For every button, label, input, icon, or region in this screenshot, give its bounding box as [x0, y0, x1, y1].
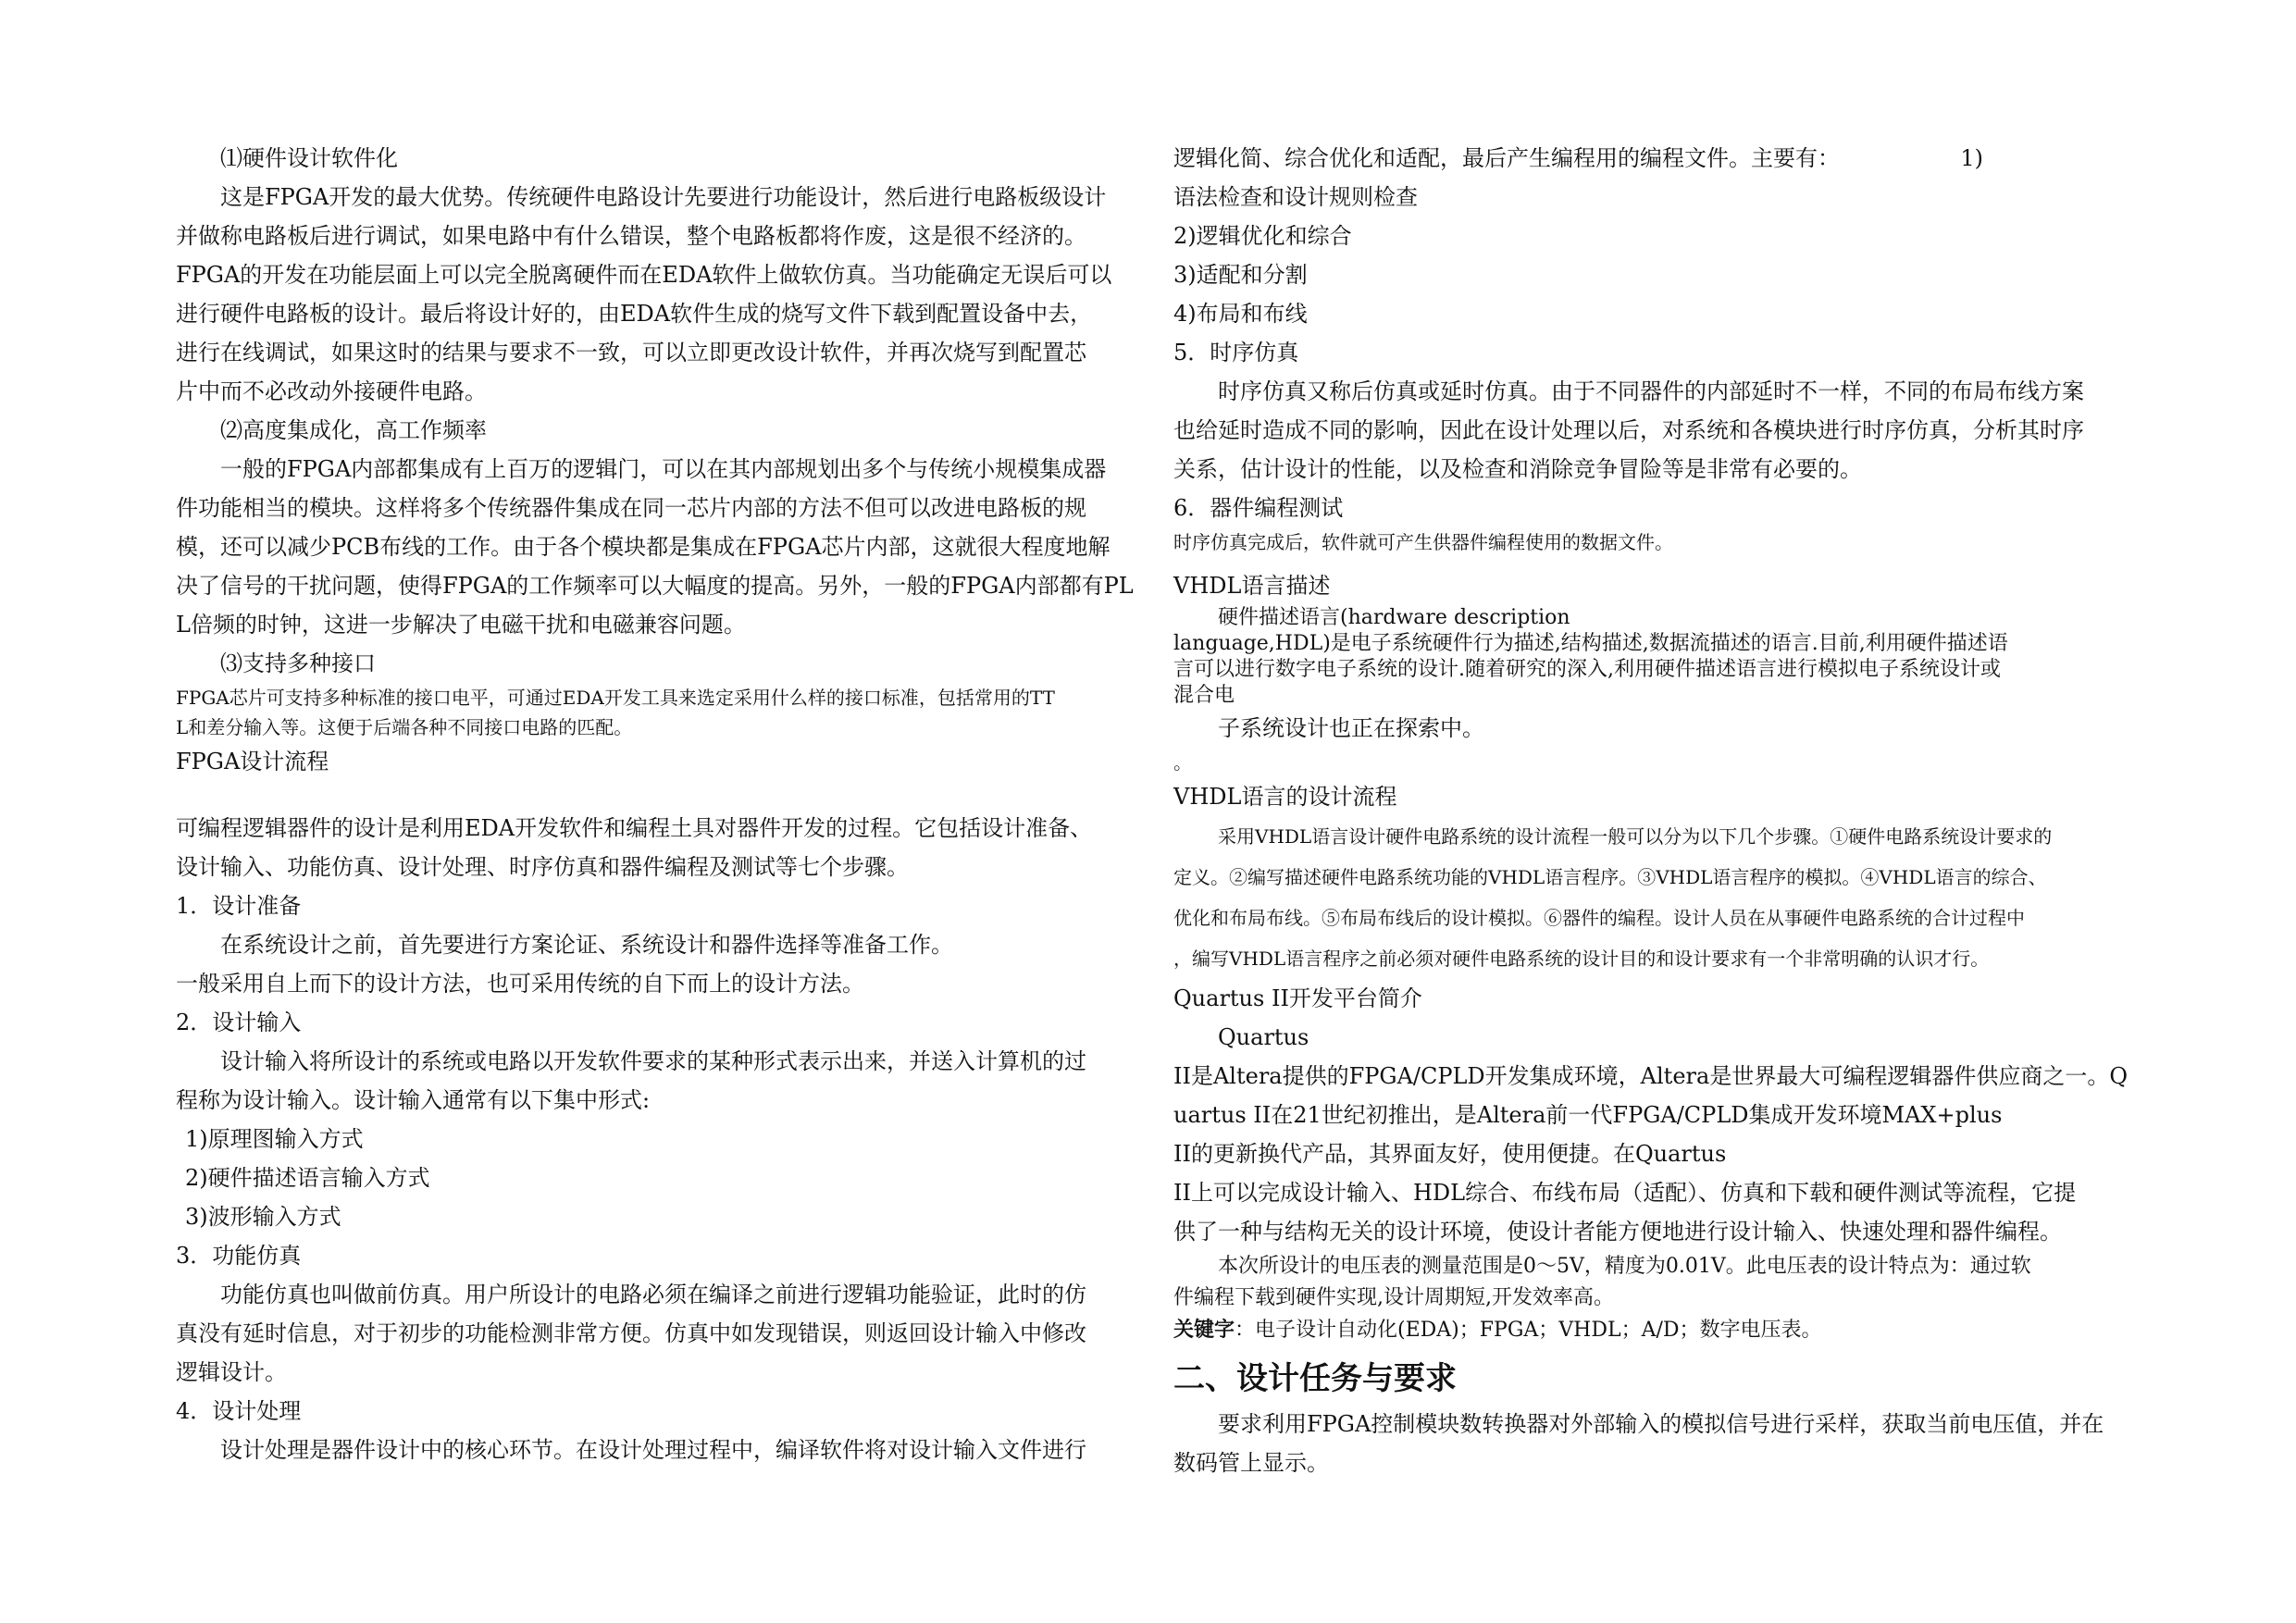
paragraph-line: 模，还可以减少PCB布线的工作。由于各个模块都是集成在FPGA芯片内部，这就很大程度地解 [176, 534, 1111, 560]
paragraph-line: 设计处理是器件设计中的核心环节。在设计处理过程中，编译软件将对设计输入文件进行 [220, 1437, 1086, 1463]
step-title: 1．设计准备 [176, 893, 302, 919]
step-title: 3．功能仿真 [176, 1243, 302, 1269]
paragraph-line: L倍频的时钟，这进一步解决了电磁干扰和电磁兼容问题。 [176, 612, 746, 638]
paragraph-line: 优化和布局布线。⑤布局布线后的设计模拟。⑥器件的编程。设计人员在从事硬件电路系统的合计过程中 [1173, 907, 2025, 929]
paragraph-line: 这是FPGA开发的最大优势。传统硬件电路设计先要进行功能设计，然后进行电路板级设计 [220, 184, 1107, 210]
paragraph-line: 可编程逻辑器件的设计是利用EDA开发软件和编程土具对器件开发的过程。它包括设计准备、 [176, 815, 1093, 841]
paragraph-line: 也给延时造成不同的影响，因此在设计处理以后，对系统和各模块进行时序仿真，分析其时序 [1173, 417, 2084, 443]
paragraph-line: 采用VHDL语言设计硬件电路系统的设计流程一般可以分为以下几个步骤。①硬件电路系统设计要求的 [1218, 825, 2053, 848]
paragraph-line: 并做称电路板后进行调试，如果电路中有什么错误，整个电路板都将作废，这是很不经济的。 [176, 223, 1086, 249]
list-item: 1)原理图输入方式 [185, 1126, 364, 1152]
list-item: 语法检查和设计规则检查 [1173, 184, 1418, 210]
continued-text: 逻辑化简、综合优化和适配，最后产生编程用的编程文件。主要有： [1173, 145, 1840, 171]
paragraph-line: 关系，估计设计的性能，以及检查和消除竞争冒险等是非常有必要的。 [1173, 456, 1862, 482]
step-title: 6．器件编程测试 [1173, 495, 1344, 521]
paragraph-line: 硬件描述语言(hardware description [1218, 606, 1570, 629]
paragraph-line: 逻辑设计。 [176, 1359, 287, 1385]
paragraph-line: 供了一种与结构无关的设计环境，使设计者能方便地进行设计输入、快速处理和器件编程。 [1173, 1219, 2062, 1245]
paragraph-line: 进行硬件电路板的设计。最后将设计好的，由EDA软件生成的烧写文件下载到配置设备中去， [176, 301, 1093, 327]
paragraph-line [1173, 139, 2131, 178]
paragraph-line: 要求利用FPGA控制模块数转换器对外部输入的模拟信号进行采样，获取当前电压值，并在 [1218, 1411, 2104, 1437]
paragraph-line: FPGA的开发在功能层面上可以完全脱离硬件而在EDA软件上做软仿真。当功能确定无误后可以 [176, 262, 1112, 288]
paragraph-line: 时序仿真又称后仿真或延时仿真。由于不同器件的内部延时不一样，不同的布局布线方案 [1218, 378, 2084, 404]
paragraph-line: 件编程下载到硬件实现,设计周期短,开发效率高。 [1173, 1286, 1614, 1309]
paragraph-line: 在系统设计之前，首先要进行方案论证、系统设计和器件选择等准备工作。 [220, 932, 953, 958]
paragraph-line: II上可以完成设计输入、HDL综合、布线布局（适配）、仿真和下载和硬件测试等流程，它提 [1173, 1180, 2077, 1206]
paragraph-line: 本次所设计的电压表的测量范围是0～5V，精度为0.01V。此电压表的设计特点为：通过软 [1218, 1255, 2031, 1278]
list-number: 1) [1960, 145, 1983, 171]
paragraph-line: 功能仿真也叫做前仿真。用户所设计的电路必须在编译之前进行逻辑功能验证，此时的仿 [220, 1282, 1086, 1307]
step-title: 5．时序仿真 [1173, 340, 1299, 365]
paragraph-line: 真没有延时信息，对于初步的功能检测非常方便。仿真中如发现错误，则返回设计输入中修改 [176, 1320, 1086, 1346]
paragraph-line: 一般的FPGA内部都集成有上百万的逻辑门，可以在其内部规划出多个与传统小规模集成器 [220, 456, 1107, 482]
paragraph-line: 设计输入将所设计的系统或电路以开发软件要求的某种形式表示出来，并送入计算机的过 [220, 1048, 1086, 1074]
list-item: 2)硬件描述语言输入方式 [185, 1165, 430, 1191]
paragraph-line: L和差分输入等。这便于后端各种不同接口电路的匹配。 [176, 716, 633, 738]
paragraph-line: 言可以进行数字电子系统的设计.随着研究的深入,利用硬件描述语言进行模拟电子系统设计或 [1173, 658, 2001, 681]
paragraph-line: 决了信号的干扰问题，使得FPGA的工作频率可以大幅度的提高。另外，一般的FPGA内部都有PL [176, 573, 1134, 599]
list-item: 4)布局和布线 [1173, 301, 1308, 327]
paragraph-line: 程称为设计输入。设计输入通常有以下集中形式: [176, 1087, 651, 1113]
list-item: 3)波形输入方式 [185, 1204, 341, 1230]
keywords-text: ：电子设计自动化(EDA)；FPGA；VHDL；A/D；数字电压表。 [1235, 1319, 1822, 1342]
keywords-line [1173, 1314, 2131, 1345]
paragraph-line: Quartus [1218, 1024, 1309, 1050]
paragraph-line: 进行在线调试，如果这时的结果与要求不一致，可以立即更改设计软件，并再次烧写到配置芯 [176, 340, 1086, 365]
paragraph-line: 混合电 [1173, 684, 1235, 707]
paragraph-line: ，编写VHDL语言程序之前必须对硬件电路系统的设计目的和设计要求有一个非常明确的认识才行。 [1173, 948, 1990, 970]
section-heading: VHDL语言的设计流程 [1173, 784, 1397, 810]
paragraph-line: 。 [1173, 751, 1192, 774]
step-title: 4．设计处理 [176, 1398, 302, 1424]
right-column [1173, 139, 2131, 1482]
keywords-label: 关键字 [1173, 1318, 1235, 1342]
paragraph-line: II的更新换代产品，其界面友好，使用便捷。在Quartus [1173, 1141, 1727, 1167]
list-item: 2)逻辑优化和综合 [1173, 223, 1352, 249]
paragraph-line: II是Altera提供的FPGA/CPLD开发集成环境，Altera是世界最大可编程逻辑器件供应商之一。Q [1173, 1063, 2128, 1089]
step-title: 2．设计输入 [176, 1010, 302, 1035]
paragraph-line: language,HDL)是电子系统硬件行为描述,结构描述,数据流描述的语言.目前,利用硬件描述语 [1173, 632, 2008, 655]
paragraph-line: 件功能相当的模块。这样将多个传统器件集成在同一芯片内部的方法不但可以改进电路板的规 [176, 495, 1086, 521]
paragraph-line: 片中而不必改动外接硬件电路。 [176, 378, 487, 404]
paragraph-line: 子系统设计也正在探索中。 [1218, 715, 1484, 741]
section-title: ⑶支持多种接口 [220, 650, 376, 676]
section-title: ⑵高度集成化，高工作频率 [220, 417, 487, 443]
paragraph-line: 数码管上显示。 [1173, 1450, 1329, 1476]
section-title: ⑴硬件设计软件化 [220, 145, 398, 171]
section-heading: Quartus II开发平台简介 [1173, 985, 1422, 1011]
section-heading: FPGA设计流程 [176, 749, 329, 774]
paragraph-line: 时序仿真完成后，软件就可产生供器件编程使用的数据文件。 [1173, 531, 1673, 553]
chapter-heading: 二、设计任务与要求 [1173, 1360, 1457, 1397]
paragraph-line: FPGA芯片可支持多种标准的接口电平，可通过EDA开发工具来选定采用什么样的接口标准，包括常用的TT [176, 687, 1055, 709]
section-heading: VHDL语言描述 [1173, 573, 1331, 599]
paragraph-line: 一般采用自上而下的设计方法，也可采用传统的自下而上的设计方法。 [176, 971, 864, 997]
paragraph-line: 设计输入、功能仿真、设计处理、时序仿真和器件编程及测试等七个步骤。 [176, 854, 909, 880]
list-item: 3)适配和分割 [1173, 262, 1308, 288]
paragraph-line: uartus II在21世纪初推出，是Altera前一代FPGA/CPLD集成开发环境MAX+plus [1173, 1102, 2003, 1128]
left-column [176, 139, 1138, 1469]
paragraph-line: 定义。②编写描述硬件电路系统功能的VHDL语言程序。③VHDL语言程序的模拟。④VHDL语言的综合、 [1173, 866, 2047, 888]
